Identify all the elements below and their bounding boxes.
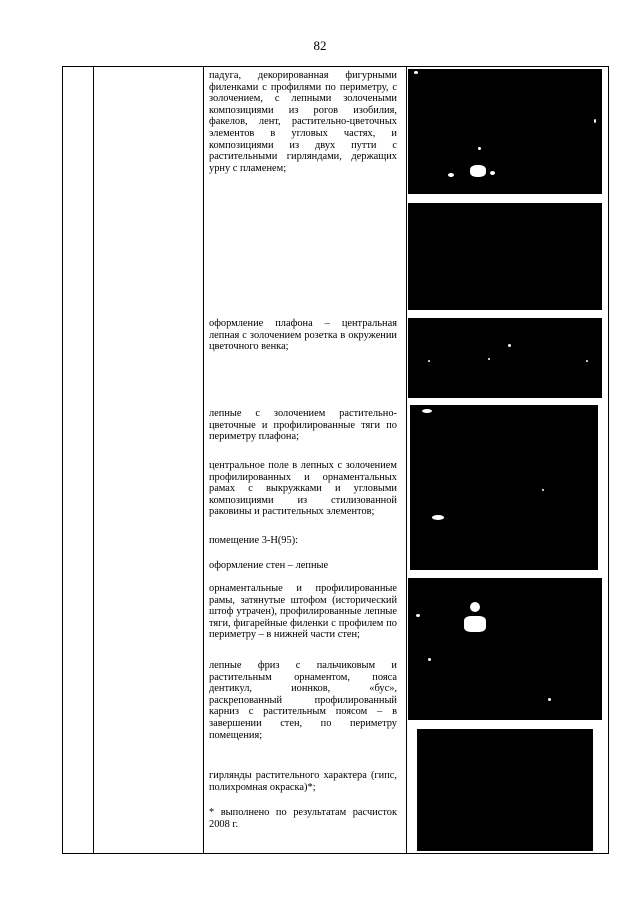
photo-plafond-rosette	[408, 318, 602, 398]
column-divider-3	[406, 67, 407, 853]
photo-garlands	[417, 729, 593, 851]
photo-paduga-urn	[408, 69, 602, 194]
paragraph-frames: орнаментальные и профилированные рамы, затянутые штофом (исторический штоф утрачен), профилированные лепные тяги, фигарейные филенки с профилем по периметру – в нижней части стен;	[209, 583, 397, 641]
paragraph-room-heading: помещение 3-Н(95):	[209, 535, 299, 546]
paragraph-paduga: падуга, декорированная фигурными филенками с профилями по периметру, с золочением, с лепными золочеными композициями из рогов изобилия, факелов, лент, растительно-цветочных элементов в угловых частях, и композициями из двух путти с растительными гирляндами, держащих урну с пламенем;	[209, 70, 397, 174]
column-divider-2	[203, 67, 204, 853]
paragraph-walls: оформление стен – лепные	[209, 560, 329, 571]
paragraph-plafond: оформление плафона – центральная лепная с золочением розетка в окружении цветочного венка;	[209, 318, 397, 353]
paragraph-footnote: * выполнено по результатам расчисток 2008 г.	[209, 807, 397, 830]
column-divider-1	[93, 67, 94, 853]
photo-central-field	[410, 405, 598, 570]
paragraph-garlands: гирлянды растительного характера (гипс, полихромная окраска)*;	[209, 770, 397, 793]
page-number: 82	[313, 38, 327, 53]
photo-wall-frames	[408, 578, 602, 720]
paragraph-central-field: центральное поле в лепных с золочением профилированных и орнаментальных рамах с выкружками и угловыми композициями из стилизованной раковины и растительных элементов;	[209, 460, 397, 518]
paragraph-frieze: лепные фриз с пальчиковым и растительным орнаментом, пояса дентикул, ионнков, «бус», раскрепованный профилированный карниз с растительным поясом – в завершении стен, по периметру помещения;	[209, 660, 397, 741]
photo-paduga-detail	[408, 203, 602, 310]
paragraph-plafond-moldings: лепные с золочением растительно-цветочные и профилированные тяги по периметру плафона;	[209, 408, 397, 443]
